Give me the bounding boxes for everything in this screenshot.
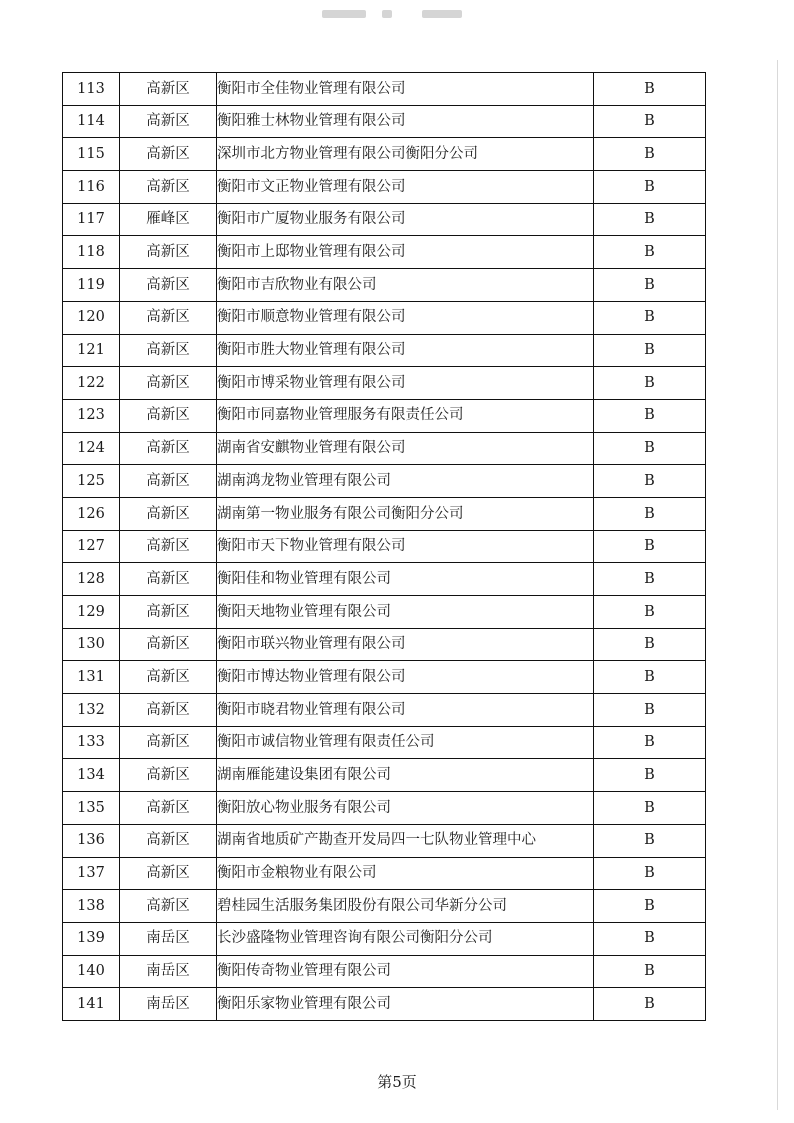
scan-artifact <box>322 4 472 24</box>
grade-cell: B <box>594 988 706 1021</box>
scan-edge-line <box>777 60 778 1110</box>
grade-cell: B <box>594 465 706 498</box>
company-name-cell: 衡阳市顺意物业管理有限公司 <box>217 301 594 334</box>
company-rating-table <box>62 72 706 1021</box>
table-row <box>63 73 706 106</box>
row-number-cell: 127 <box>63 530 120 563</box>
district-cell: 高新区 <box>120 138 217 171</box>
company-name-cell: 湖南省地质矿产勘查开发局四一七队物业管理中心 <box>217 824 594 857</box>
district-cell: 高新区 <box>120 857 217 890</box>
row-number-cell: 128 <box>63 563 120 596</box>
table-row <box>63 497 706 530</box>
grade-cell: B <box>594 105 706 138</box>
district-cell: 高新区 <box>120 792 217 825</box>
table-row <box>63 203 706 236</box>
table-body <box>63 73 706 1021</box>
row-number-cell: 116 <box>63 171 120 204</box>
table-row <box>63 367 706 400</box>
row-number-cell: 125 <box>63 465 120 498</box>
grade-cell: B <box>594 73 706 106</box>
company-name-cell: 衡阳市文正物业管理有限公司 <box>217 171 594 204</box>
table-row <box>63 530 706 563</box>
district-cell: 高新区 <box>120 334 217 367</box>
grade-cell: B <box>594 399 706 432</box>
company-name-cell: 衡阳市晓君物业管理有限公司 <box>217 694 594 727</box>
district-cell: 高新区 <box>120 105 217 138</box>
table-row <box>63 857 706 890</box>
table-row <box>63 563 706 596</box>
company-name-cell: 衡阳放心物业服务有限公司 <box>217 792 594 825</box>
grade-cell: B <box>594 203 706 236</box>
row-number-cell: 126 <box>63 497 120 530</box>
company-name-cell: 衡阳传奇物业管理有限公司 <box>217 955 594 988</box>
row-number-cell: 129 <box>63 596 120 629</box>
district-cell: 高新区 <box>120 890 217 923</box>
district-cell: 高新区 <box>120 301 217 334</box>
company-name-cell: 衡阳市胜大物业管理有限公司 <box>217 334 594 367</box>
table-row <box>63 792 706 825</box>
company-name-cell: 湖南雁能建设集团有限公司 <box>217 759 594 792</box>
grade-cell: B <box>594 890 706 923</box>
company-name-cell: 衡阳市诚信物业管理有限责任公司 <box>217 726 594 759</box>
company-name-cell: 衡阳市全佳物业管理有限公司 <box>217 73 594 106</box>
company-name-cell: 衡阳市博采物业管理有限公司 <box>217 367 594 400</box>
table-row <box>63 171 706 204</box>
company-name-cell: 碧桂园生活服务集团股份有限公司华新分公司 <box>217 890 594 923</box>
grade-cell: B <box>594 824 706 857</box>
district-cell: 高新区 <box>120 399 217 432</box>
table-row <box>63 301 706 334</box>
grade-cell: B <box>594 857 706 890</box>
row-number-cell: 139 <box>63 922 120 955</box>
grade-cell: B <box>594 138 706 171</box>
company-name-cell: 衡阳市天下物业管理有限公司 <box>217 530 594 563</box>
row-number-cell: 123 <box>63 399 120 432</box>
district-cell: 高新区 <box>120 73 217 106</box>
table-row <box>63 236 706 269</box>
grade-cell: B <box>594 955 706 988</box>
row-number-cell: 117 <box>63 203 120 236</box>
table-row <box>63 138 706 171</box>
district-cell: 高新区 <box>120 694 217 727</box>
row-number-cell: 138 <box>63 890 120 923</box>
company-name-cell: 衡阳市广厦物业服务有限公司 <box>217 203 594 236</box>
grade-cell: B <box>594 367 706 400</box>
row-number-cell: 137 <box>63 857 120 890</box>
grade-cell: B <box>594 694 706 727</box>
row-number-cell: 121 <box>63 334 120 367</box>
company-name-cell: 衡阳市同嘉物业管理服务有限责任公司 <box>217 399 594 432</box>
company-name-cell: 深圳市北方物业管理有限公司衡阳分公司 <box>217 138 594 171</box>
grade-cell: B <box>594 792 706 825</box>
row-number-cell: 124 <box>63 432 120 465</box>
row-number-cell: 131 <box>63 661 120 694</box>
table-row <box>63 922 706 955</box>
company-name-cell: 衡阳市上邸物业管理有限公司 <box>217 236 594 269</box>
table-row <box>63 628 706 661</box>
company-name-cell: 衡阳市金粮物业有限公司 <box>217 857 594 890</box>
table-row <box>63 661 706 694</box>
row-number-cell: 134 <box>63 759 120 792</box>
company-name-cell: 衡阳市博达物业管理有限公司 <box>217 661 594 694</box>
table-row <box>63 694 706 727</box>
table-row <box>63 824 706 857</box>
grade-cell: B <box>594 628 706 661</box>
row-number-cell: 119 <box>63 269 120 302</box>
grade-cell: B <box>594 759 706 792</box>
district-cell: 高新区 <box>120 563 217 596</box>
table-row <box>63 726 706 759</box>
grade-cell: B <box>594 596 706 629</box>
row-number-cell: 118 <box>63 236 120 269</box>
district-cell: 高新区 <box>120 171 217 204</box>
row-number-cell: 120 <box>63 301 120 334</box>
company-name-cell: 湖南鸿龙物业管理有限公司 <box>217 465 594 498</box>
table-row <box>63 269 706 302</box>
district-cell: 高新区 <box>120 465 217 498</box>
row-number-cell: 133 <box>63 726 120 759</box>
grade-cell: B <box>594 334 706 367</box>
row-number-cell: 132 <box>63 694 120 727</box>
table-row <box>63 105 706 138</box>
table-row <box>63 988 706 1021</box>
row-number-cell: 113 <box>63 73 120 106</box>
grade-cell: B <box>594 530 706 563</box>
table-row <box>63 955 706 988</box>
district-cell: 高新区 <box>120 661 217 694</box>
grade-cell: B <box>594 301 706 334</box>
grade-cell: B <box>594 432 706 465</box>
grade-cell: B <box>594 269 706 302</box>
grade-cell: B <box>594 563 706 596</box>
grade-cell: B <box>594 726 706 759</box>
table-row <box>63 432 706 465</box>
grade-cell: B <box>594 497 706 530</box>
district-cell: 高新区 <box>120 726 217 759</box>
district-cell: 南岳区 <box>120 922 217 955</box>
company-name-cell: 湖南省安麒物业管理有限公司 <box>217 432 594 465</box>
row-number-cell: 140 <box>63 955 120 988</box>
district-cell: 高新区 <box>120 367 217 400</box>
company-name-cell: 衡阳雅士林物业管理有限公司 <box>217 105 594 138</box>
company-name-cell: 衡阳佳和物业管理有限公司 <box>217 563 594 596</box>
company-name-cell: 衡阳天地物业管理有限公司 <box>217 596 594 629</box>
district-cell: 高新区 <box>120 628 217 661</box>
row-number-cell: 130 <box>63 628 120 661</box>
row-number-cell: 141 <box>63 988 120 1021</box>
grade-cell: B <box>594 922 706 955</box>
row-number-cell: 114 <box>63 105 120 138</box>
district-cell: 高新区 <box>120 236 217 269</box>
company-name-cell: 衡阳市联兴物业管理有限公司 <box>217 628 594 661</box>
row-number-cell: 136 <box>63 824 120 857</box>
row-number-cell: 135 <box>63 792 120 825</box>
row-number-cell: 122 <box>63 367 120 400</box>
table-row <box>63 759 706 792</box>
grade-cell: B <box>594 661 706 694</box>
row-number-cell: 115 <box>63 138 120 171</box>
company-name-cell: 衡阳市吉欣物业有限公司 <box>217 269 594 302</box>
company-name-cell: 湖南第一物业服务有限公司衡阳分公司 <box>217 497 594 530</box>
table-row <box>63 596 706 629</box>
district-cell: 高新区 <box>120 824 217 857</box>
table-row <box>63 890 706 923</box>
district-cell: 高新区 <box>120 269 217 302</box>
table-row <box>63 334 706 367</box>
district-cell: 高新区 <box>120 530 217 563</box>
district-cell: 高新区 <box>120 759 217 792</box>
district-cell: 高新区 <box>120 432 217 465</box>
district-cell: 南岳区 <box>120 955 217 988</box>
district-cell: 高新区 <box>120 497 217 530</box>
table-row <box>63 465 706 498</box>
grade-cell: B <box>594 171 706 204</box>
grade-cell: B <box>594 236 706 269</box>
page-number: 第5页 <box>377 1073 417 1091</box>
company-name-cell: 长沙盛隆物业管理咨询有限公司衡阳分公司 <box>217 922 594 955</box>
table-row <box>63 399 706 432</box>
district-cell: 雁峰区 <box>120 203 217 236</box>
company-name-cell: 衡阳乐家物业管理有限公司 <box>217 988 594 1021</box>
district-cell: 高新区 <box>120 596 217 629</box>
district-cell: 南岳区 <box>120 988 217 1021</box>
